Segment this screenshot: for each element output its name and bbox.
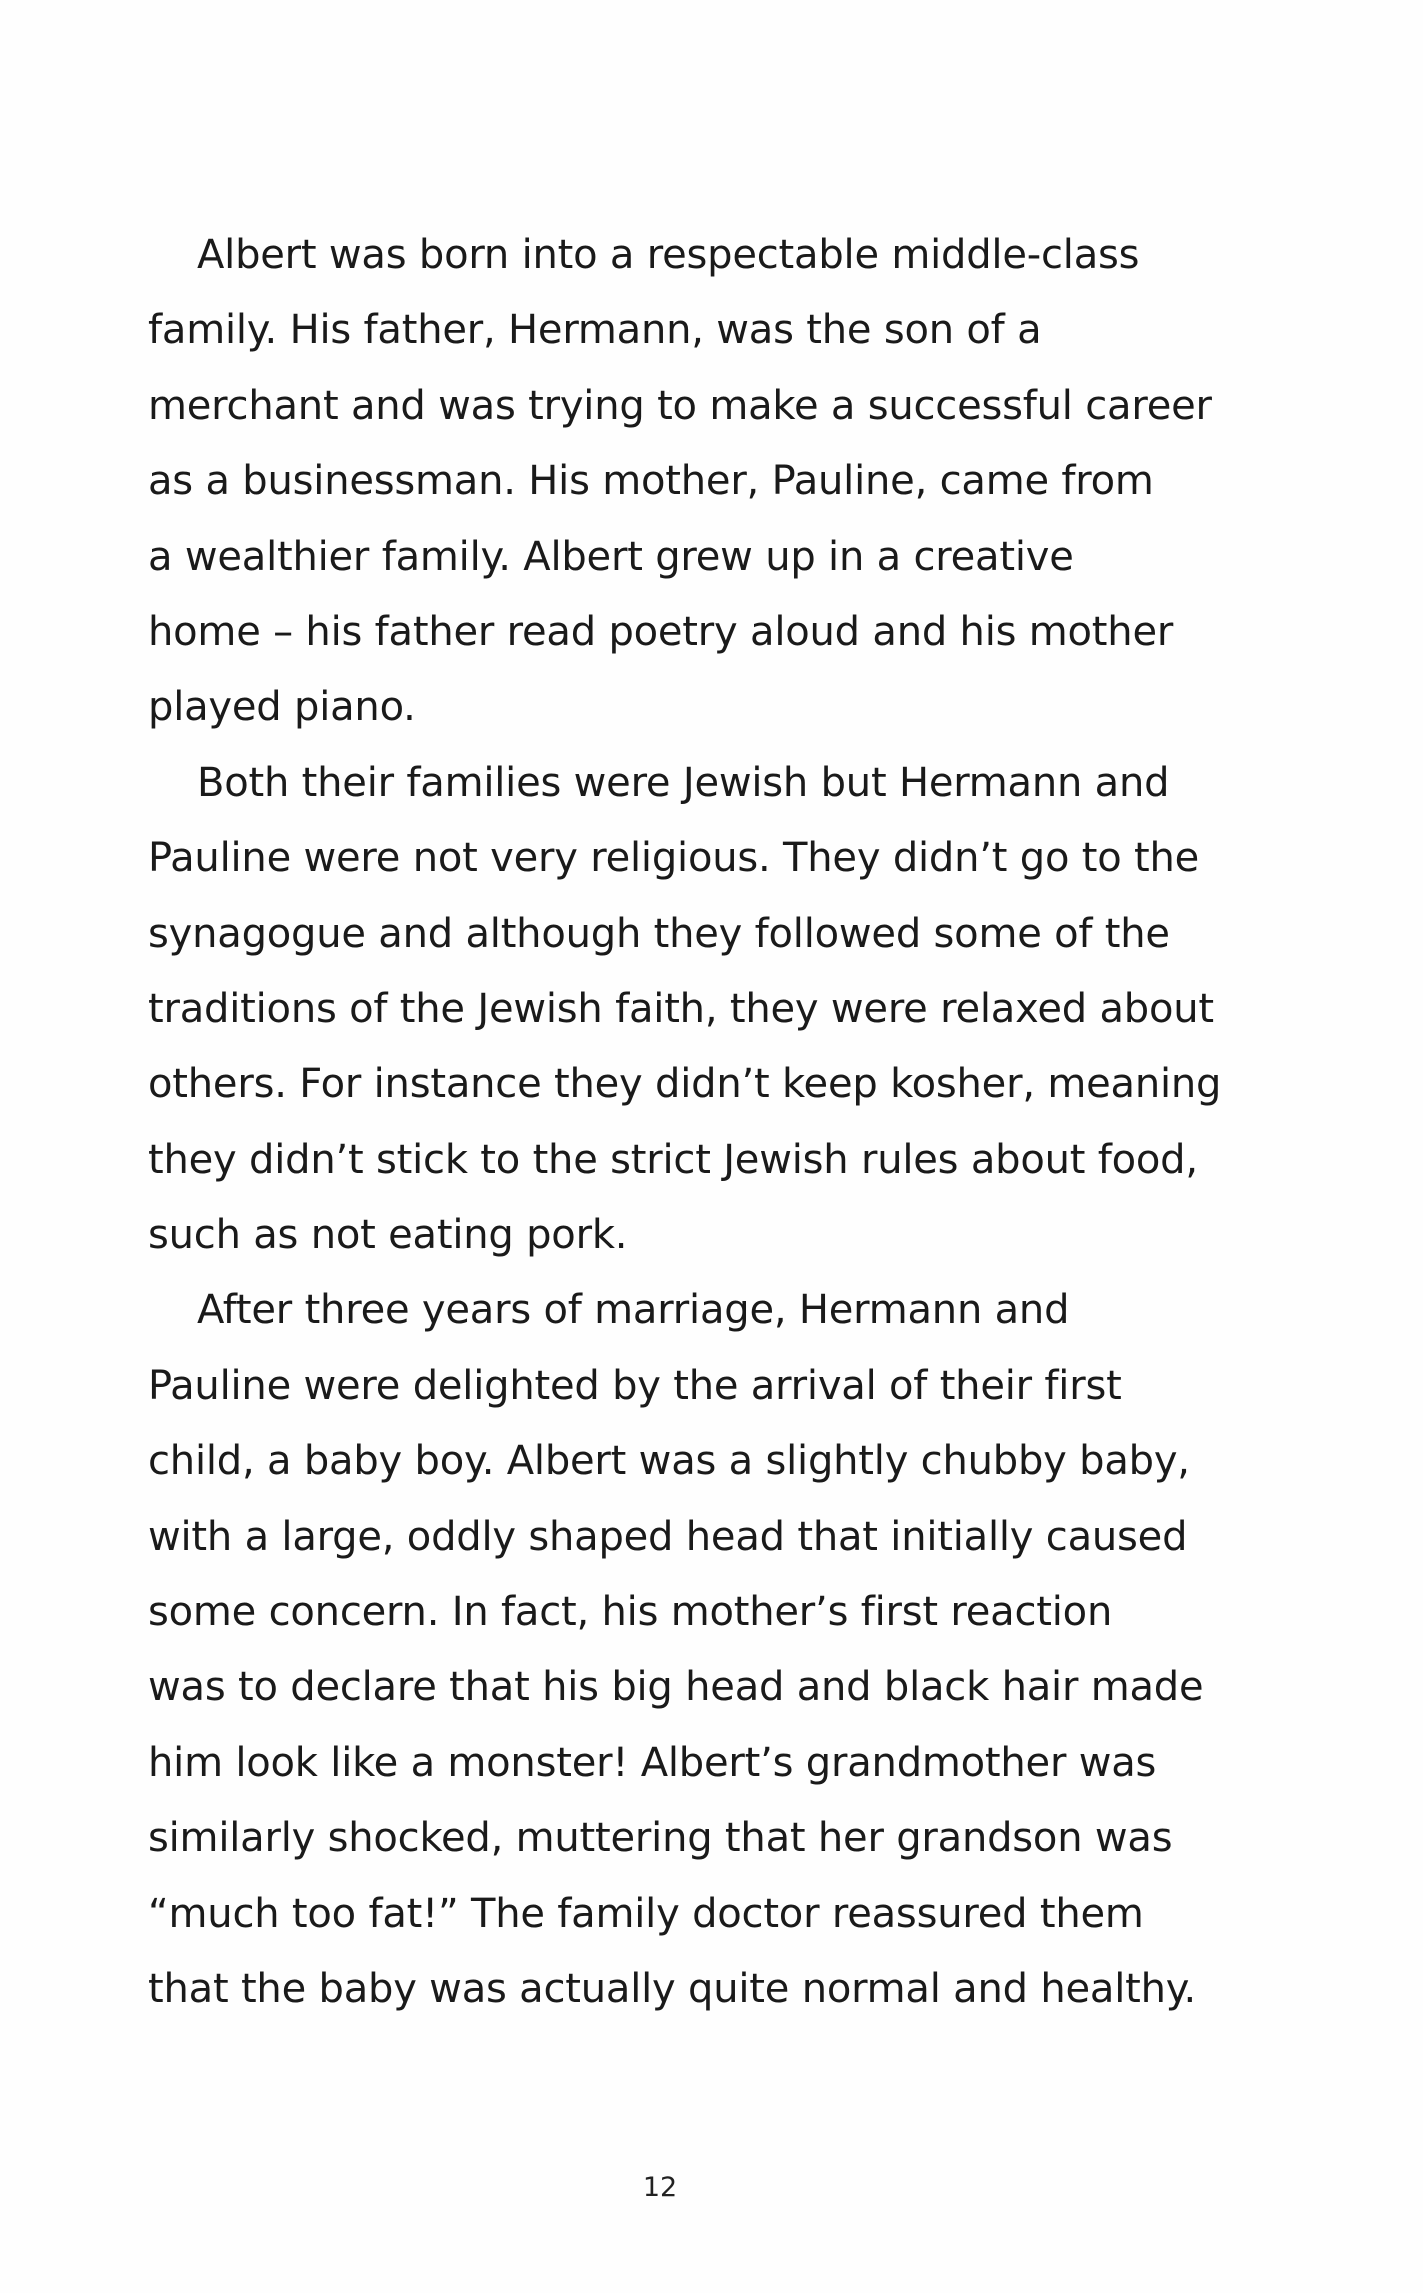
body-text [148,218,1222,2027]
text-line: child, a baby boy. Albert was a slightly chubby baby, [148,1438,1190,1485]
text-line: they didn’t stick to the strict Jewish rules about food, [148,1136,1198,1183]
text-line: traditions of the Jewish faith, they were relaxed about [148,985,1214,1032]
text-line: him look like a monster! Albert’s grandmother was [148,1739,1157,1786]
text-line: such as not eating pork. [148,1212,628,1259]
text-line: Pauline were delighted by the arrival of their first [148,1362,1122,1409]
text-line: played piano. [148,684,416,731]
text-line: that the baby was actually quite normal and healthy. [148,1965,1197,2012]
text-line: After three years of marriage, Hermann and [197,1287,1070,1334]
paragraph-2 [148,746,1222,1274]
text-line: synagogue and although they followed some of the [148,910,1170,957]
text-line: some concern. In fact, his mother’s first reaction [148,1589,1113,1636]
paragraph-3 [148,1273,1208,2027]
text-line: was to declare that his big head and black hair made [148,1664,1204,1711]
text-line: similarly shocked, muttering that her grandson was [148,1815,1173,1862]
text-line: a wealthier family. Albert grew up in a creative [148,533,1074,580]
text-line: Albert was born into a respectable middle-class [197,232,1140,278]
text-line: merchant and was trying to make a successful career [148,382,1212,429]
page-number: 12 [642,2172,678,2203]
text-line: home – his father read poetry aloud and his mother [148,608,1174,655]
text-line: “much too fat!” The family doctor reassured them [148,1890,1144,1937]
text-line: Pauline were not very religious. They didn’t go to the [148,835,1200,882]
paragraph-1 [148,218,1212,746]
text-line: as a businessman. His mother, Pauline, came from [148,458,1154,505]
text-line: others. For instance they didn’t keep kosher, meaning [148,1061,1222,1108]
text-line: Both their families were Jewish but Hermann and [197,759,1170,806]
text-line: family. His father, Hermann, was the son of a [148,307,1042,354]
text-line: with a large, oddly shaped head that initially caused [148,1513,1188,1560]
